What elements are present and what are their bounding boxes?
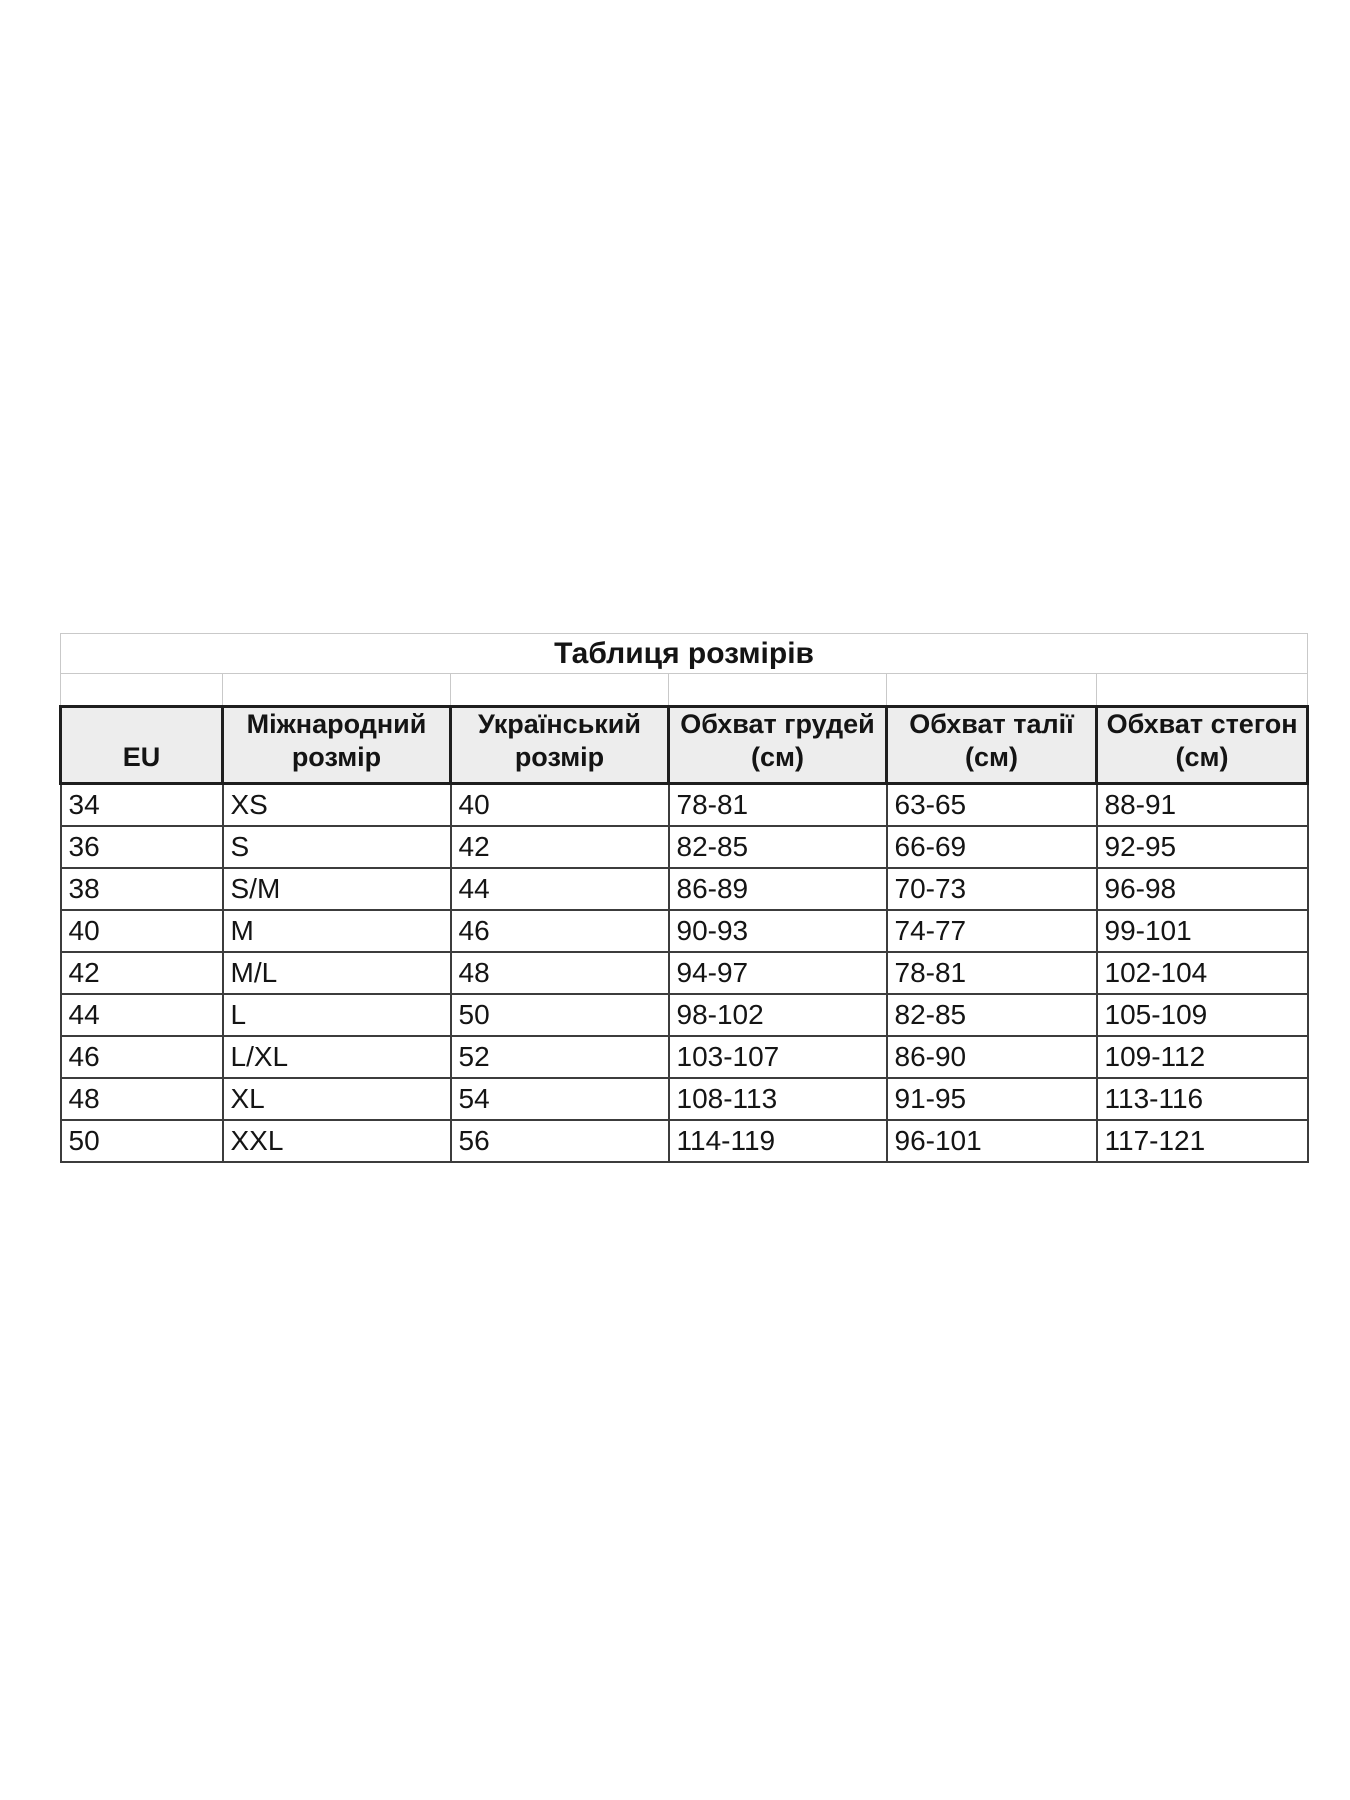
cell-chest: 108-113 xyxy=(669,1078,887,1120)
cell-hips: 88-91 xyxy=(1097,784,1308,826)
cell-hips: 99-101 xyxy=(1097,910,1308,952)
cell-international-size: M xyxy=(223,910,451,952)
size-chart-table xyxy=(59,633,1309,1163)
cell-chest: 103-107 xyxy=(669,1036,887,1078)
cell-ukrainian-size: 56 xyxy=(451,1120,669,1162)
cell-chest: 86-89 xyxy=(669,868,887,910)
cell-chest: 94-97 xyxy=(669,952,887,994)
cell-ukrainian-size: 40 xyxy=(451,784,669,826)
cell-waist: 82-85 xyxy=(887,994,1097,1036)
cell-international-size: M/L xyxy=(223,952,451,994)
spacer-row xyxy=(61,674,1308,707)
cell-international-size: S/M xyxy=(223,868,451,910)
column-header-chest-girth: Обхват грудей (см) xyxy=(669,707,887,784)
cell-waist: 96-101 xyxy=(887,1120,1097,1162)
table-title: Таблиця розмірів xyxy=(61,634,1308,674)
cell-hips: 96-98 xyxy=(1097,868,1308,910)
cell-hips: 102-104 xyxy=(1097,952,1308,994)
table-row xyxy=(61,1078,1308,1120)
cell-waist: 74-77 xyxy=(887,910,1097,952)
cell-eu: 46 xyxy=(61,1036,223,1078)
cell-international-size: XXL xyxy=(223,1120,451,1162)
table-row xyxy=(61,784,1308,826)
column-header-ukrainian-size: Український розмір xyxy=(451,707,669,784)
cell-chest: 78-81 xyxy=(669,784,887,826)
cell-ukrainian-size: 46 xyxy=(451,910,669,952)
spacer-cell xyxy=(887,674,1097,707)
cell-eu: 44 xyxy=(61,994,223,1036)
cell-international-size: XS xyxy=(223,784,451,826)
cell-waist: 70-73 xyxy=(887,868,1097,910)
cell-international-size: L/XL xyxy=(223,1036,451,1078)
cell-ukrainian-size: 44 xyxy=(451,868,669,910)
cell-waist: 91-95 xyxy=(887,1078,1097,1120)
cell-chest: 114-119 xyxy=(669,1120,887,1162)
cell-hips: 92-95 xyxy=(1097,826,1308,868)
cell-waist: 66-69 xyxy=(887,826,1097,868)
cell-hips: 109-112 xyxy=(1097,1036,1308,1078)
cell-eu: 34 xyxy=(61,784,223,826)
column-header-waist-girth: Обхват талії (см) xyxy=(887,707,1097,784)
table-row xyxy=(61,826,1308,868)
cell-international-size: S xyxy=(223,826,451,868)
spacer-cell xyxy=(223,674,451,707)
header-row xyxy=(61,707,1308,784)
cell-chest: 90-93 xyxy=(669,910,887,952)
cell-ukrainian-size: 50 xyxy=(451,994,669,1036)
spacer-cell xyxy=(669,674,887,707)
cell-eu: 50 xyxy=(61,1120,223,1162)
spacer-cell xyxy=(61,674,223,707)
title-row xyxy=(61,634,1308,674)
column-header-hip-girth: Обхват стегон (см) xyxy=(1097,707,1308,784)
column-header-international-size: Міжнародний розмір xyxy=(223,707,451,784)
column-header-eu: EU xyxy=(61,707,223,784)
table-row xyxy=(61,1036,1308,1078)
cell-eu: 38 xyxy=(61,868,223,910)
cell-eu: 42 xyxy=(61,952,223,994)
cell-hips: 113-116 xyxy=(1097,1078,1308,1120)
cell-chest: 82-85 xyxy=(669,826,887,868)
cell-hips: 117-121 xyxy=(1097,1120,1308,1162)
table-row xyxy=(61,952,1308,994)
spacer-cell xyxy=(1097,674,1308,707)
cell-hips: 105-109 xyxy=(1097,994,1308,1036)
cell-waist: 63-65 xyxy=(887,784,1097,826)
cell-eu: 48 xyxy=(61,1078,223,1120)
cell-international-size: XL xyxy=(223,1078,451,1120)
spacer-cell xyxy=(451,674,669,707)
cell-ukrainian-size: 54 xyxy=(451,1078,669,1120)
cell-eu: 36 xyxy=(61,826,223,868)
table-row xyxy=(61,1120,1308,1162)
cell-ukrainian-size: 48 xyxy=(451,952,669,994)
table-row xyxy=(61,994,1308,1036)
table-row xyxy=(61,910,1308,952)
cell-chest: 98-102 xyxy=(669,994,887,1036)
cell-international-size: L xyxy=(223,994,451,1036)
table-row xyxy=(61,868,1308,910)
cell-ukrainian-size: 52 xyxy=(451,1036,669,1078)
cell-waist: 86-90 xyxy=(887,1036,1097,1078)
cell-eu: 40 xyxy=(61,910,223,952)
cell-waist: 78-81 xyxy=(887,952,1097,994)
cell-ukrainian-size: 42 xyxy=(451,826,669,868)
